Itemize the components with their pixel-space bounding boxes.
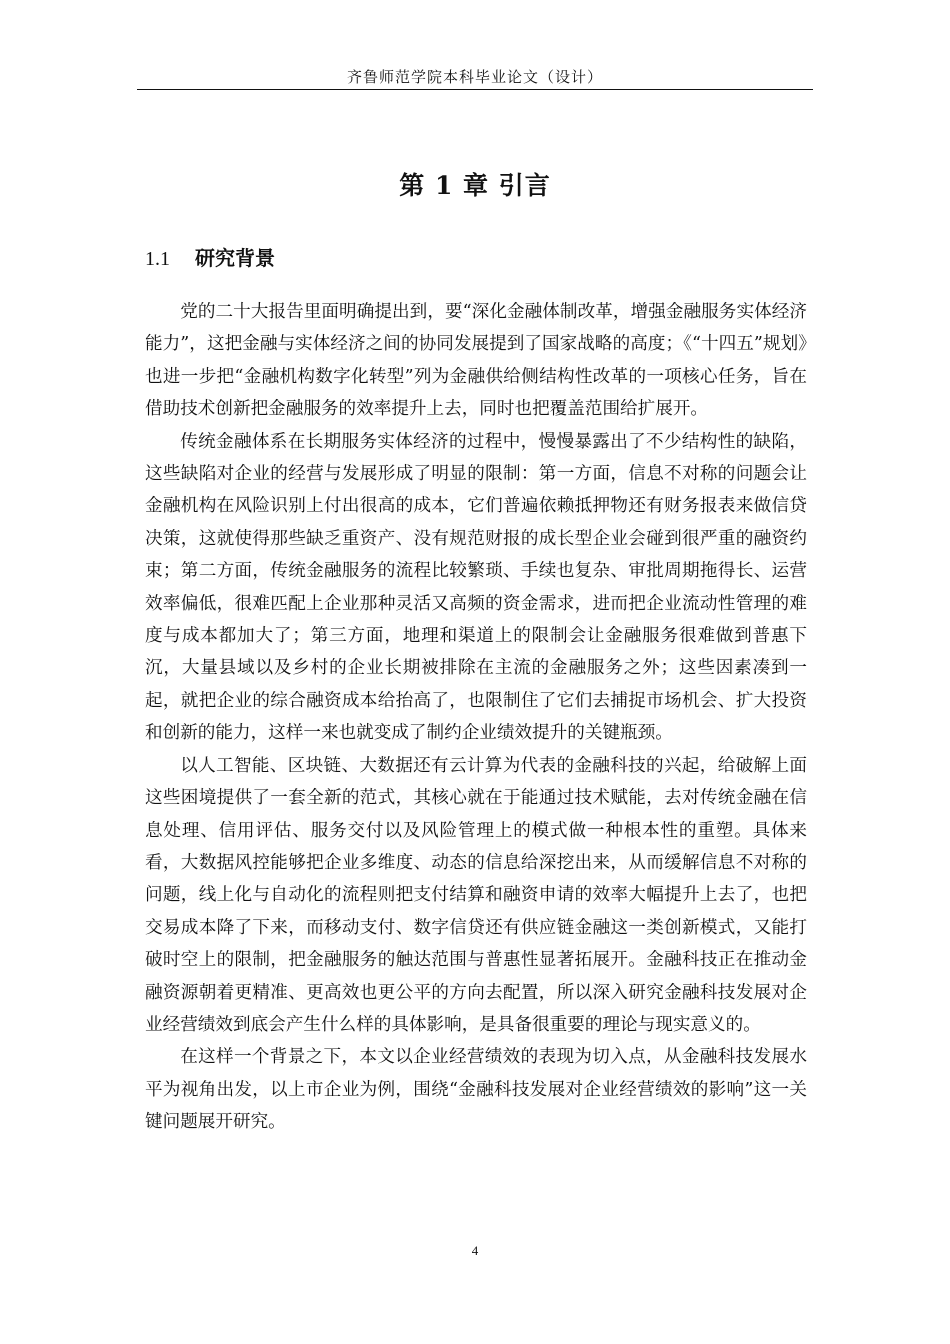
- paragraph: 以人工智能、区块链、大数据还有云计算为代表的金融科技的兴起，给破解上面这些困境提供了一套全新的范式，其核心就在于能通过技术赋能，去对传统金融在信息处理、信用评估、服务交付以及风险管理上的模式做一种根本性的重塑。具体来看，大数据风控能够把企业多维度、动态的信息给深挖出来，从而缓解信息不对称的问题，线上化与自动化的流程则把支付结算和融资申请的效率大幅提升上去了，也把交易成本降了下来，而移动支付、数字信贷还有供应链金融这一类创新模式，又能打破时空上的限制，把金融服务的触达范围与普惠性显著拓展开。金融科技正在推动金融资源朝着更精准、更高效也更公平的方向去配置，所以深入研究金融科技发展对企业经营绩效到底会产生什么样的具体影响，是具备很重要的理论与现实意义的。: [145, 755, 807, 1035]
- section-heading: [145, 242, 275, 271]
- body-text: [145, 296, 807, 1139]
- paragraph: 在这样一个背景之下，本文以企业经营绩效的表现为切入点，从金融科技发展水平为视角出发，以上市企业为例，围绕“金融科技发展对企业经营绩效的影响”这一关键问题展开研究。: [145, 1047, 807, 1133]
- header-divider: [137, 89, 813, 90]
- page-number: 4: [471, 1243, 479, 1258]
- paragraph: 传统金融体系在长期服务实体经济的过程中，慢慢暴露出了不少结构性的缺陷，这些缺陷对企业的经营与发展形成了明显的限制：第一方面，信息不对称的问题会让金融机构在风险识别上付出很高的成本，它们普遍依赖抵押物还有财务报表来做信贷决策，这就使得那些缺乏重资产、没有规范财报的成长型企业会碰到很严重的融资约束；第二方面，传统金融服务的流程比较繁琐、手续也复杂、审批周期拖得长、运营效率偏低，很难匹配上企业那种灵活又高频的资金需求，进而把企业流动性管理的难度与成本都加大了；第三方面，地理和渠道上的限制会让金融服务很难做到普惠下沉，大量县域以及乡村的企业长期被排除在主流的金融服务之外；这些因素凑到一起，就把企业的综合融资成本给抬高了，也限制住了它们去捕捉市场机会、扩大投资和创新的能力，这样一来也就变成了制约企业绩效提升的关键瓶颈。: [145, 431, 807, 744]
- section-title: 研究背景: [195, 246, 275, 270]
- section-number: 1.1: [145, 248, 170, 270]
- chapter-title: 第 1 章 引言: [399, 171, 551, 200]
- paragraph: 党的二十大报告里面明确提出到，要“深化金融体制改革，增强金融服务实体经济能力”，这把金融与实体经济之间的协同发展提到了国家战略的高度；《“十四五”规划》也进一步把“金融机构数字化转型”列为金融供给侧结构性改革的一项核心任务，旨在借助技术创新把金融服务的效率提升上去，同时也把覆盖范围给扩展开。: [145, 302, 807, 420]
- running-header: 齐鲁师范学院本科毕业论文（设计）: [346, 68, 603, 86]
